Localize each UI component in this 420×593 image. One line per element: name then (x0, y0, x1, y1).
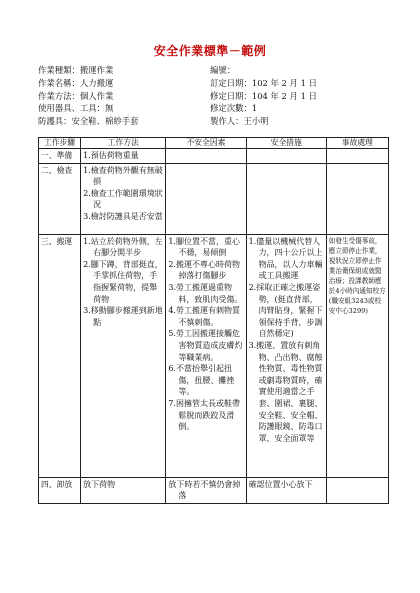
safe-item: 3.搬運、置放有刺角物、凸出物、腐蝕性物質、毒性物質或劇毒物質時，確實使用適當之手套、圍裙、裹腿、安全鞋、安全帽、防護眼鏡、防毒口罩、安全面罩等 (248, 340, 323, 443)
meta-revision-date: 修定日期：104 年 2 月 1 日 (210, 90, 317, 101)
header-safe: 安全措施 (246, 138, 326, 149)
table-row (39, 163, 389, 234)
incident-cell (326, 149, 388, 164)
table-header-row (39, 138, 389, 149)
safe-cell (246, 234, 326, 477)
step-cell: 三、搬運 (39, 234, 81, 477)
method-item: 1.預估荷物重量 (83, 151, 139, 160)
meta-row (38, 90, 388, 103)
unsafe-cell (166, 234, 246, 477)
method-item: 2.腳下蹲，背部挺直，手掌抓住荷物，手指握緊荷物，提舉荷物 (83, 259, 163, 304)
unsafe-item: 7.困擁管太長或鞋帶鬆脫而跌跤及滑倒。 (168, 398, 240, 432)
header-method: 工作方法 (81, 138, 166, 149)
unsafe-item: 6.不當抬舉引起扭傷，扭腰、攤挫等。 (168, 364, 235, 397)
step-cell: 二、檢查 (39, 163, 81, 234)
meta-tools: 使用器具、工具：無 (38, 103, 114, 114)
method-item: 2.檢查工作範圍環境狀況 (83, 188, 163, 210)
procedure-table (38, 137, 389, 504)
safe-cell (246, 477, 326, 503)
method-item: 1.站立於荷物外側，左右腳分開半步 (83, 236, 163, 258)
method-cell (81, 149, 166, 164)
method-cell (81, 163, 166, 234)
page-title: 安全作業標準－範例 (153, 44, 267, 58)
unsafe-item: 5.勞工因搬運接觸危害物質造成皮膚灼等職業病。 (168, 329, 243, 362)
unsafe-item: 4.勞工搬運有刺物質不慎刺傷。 (168, 306, 240, 327)
step-cell: 四、卸放 (39, 477, 81, 503)
table-row (39, 477, 389, 503)
unsafe-cell (166, 149, 246, 164)
meta-work-type: 作業種類：搬運作業 (38, 65, 114, 75)
meta-row (38, 115, 388, 128)
meta-row (38, 102, 388, 115)
header-incident: 事故處理 (326, 138, 388, 149)
safe-item: 1.儘量以機械代替人力，四十公斤以上物品，以人力車輛或工具搬運 (248, 236, 323, 281)
step-cell: 一、準備 (39, 149, 81, 164)
table-row (39, 234, 389, 477)
method-item: 3.檢討防護具是否安當 (83, 211, 163, 221)
unsafe-item: 2.搬運不專心時荷物掉落打傷腳步 (168, 259, 240, 281)
method-item: 3.移動腳步搬運到新地點 (83, 306, 163, 327)
meta-work-name: 作業名稱：人力搬運 (38, 77, 114, 88)
document-meta (38, 64, 388, 128)
unsafe-item: 放下時若不慎仍會掉落 (168, 479, 241, 501)
header-unsafe: 不安全因素 (166, 138, 246, 149)
unsafe-item: 1.腳位置不當，重心不穩，易傾倒 (168, 236, 240, 258)
header-step: 工作步驟 (39, 138, 81, 149)
incident-cell: 如發生受傷事故，應立即停止作業，視狀況立即停止作業治衛保組或就醫治療；投課教師應於4小時內通知校方(職安組3243或校安中心3299) (326, 234, 388, 477)
table-row (39, 149, 389, 164)
unsafe-cell (166, 163, 246, 234)
meta-row (38, 64, 388, 77)
safe-cell (246, 149, 326, 164)
meta-doc-number: 編號： (210, 65, 236, 75)
incident-cell (326, 163, 388, 234)
meta-work-method: 作業方法：個人作業 (38, 90, 114, 101)
safe-item: 2.採取正確之搬運姿勢，(挺直背部，肉臂貼身，緊握下領保持手背，步調自然穩定) (248, 282, 323, 339)
method-cell (81, 477, 166, 503)
incident-cell (326, 477, 388, 503)
unsafe-item: 3.勞工搬運過重物料，致肌肉受傷。 (168, 282, 243, 304)
meta-author: 製作人：王小明 (210, 116, 269, 127)
method-item: 1.檢查荷物外觀有無破損 (83, 165, 163, 187)
unsafe-cell (166, 477, 246, 503)
meta-revision-count: 修定次數：1 (210, 103, 258, 114)
safe-cell (246, 163, 326, 234)
method-cell (81, 234, 166, 477)
meta-row (38, 77, 388, 90)
safe-item: 確認位置小心放下 (248, 479, 313, 489)
method-item: 放下荷物 (83, 479, 116, 489)
meta-issue-date: 訂定日期：102 年 2 月 1 日 (210, 77, 317, 88)
meta-protective-gear: 防護具：安全鞋、棉紗手套 (38, 116, 139, 127)
